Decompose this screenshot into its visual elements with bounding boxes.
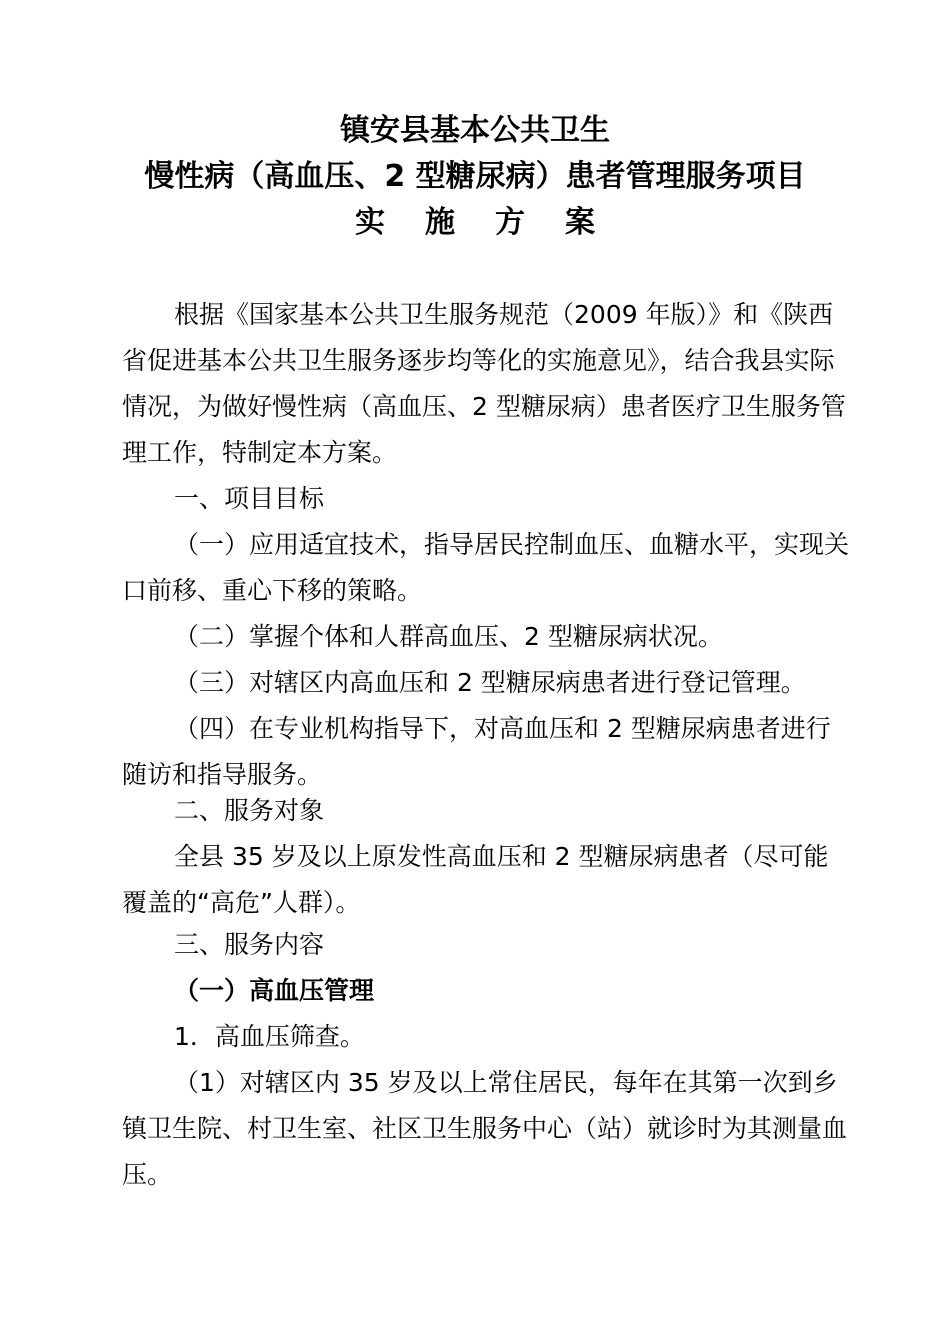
title-line-3: 实施方案	[355, 205, 635, 240]
intro-paragraph: 根据《国家基本公共卫生服务规范（2009 年版）》和《陕西省促进基本公共卫生服务逐步均等化的实施意见》，结合我县实际情况，为做好慢性病（高血压、2 型糖尿病）患者医疗卫生服务管理工作，特制定本方案。	[122, 300, 846, 467]
section-heading-service-content: 三、服务内容	[174, 930, 325, 959]
goal-item-2: （二）掌握个体和人群高血压、2 型糖尿病状况。	[174, 622, 723, 651]
item-hypertension-screening-text: （1）对辖区内 35 岁及以上常住居民，每年在其第一次到乡镇卫生院、村卫生室、社区卫生服务中心（站）就诊时为其测量血压。	[122, 1068, 848, 1189]
section-heading-goals: 一、项目目标	[174, 484, 325, 513]
goal-item-3: （三）对辖区内高血压和 2 型糖尿病患者进行登记管理。	[174, 668, 806, 697]
subheading-hypertension-management: （一）高血压管理	[174, 976, 375, 1005]
section-service-content	[122, 922, 852, 1198]
goal-item-1: （一）应用适宜技术，指导居民控制血压、血糖水平，实现关口前移、重心下移的策略。	[122, 530, 850, 605]
title-line-2: 慢性病（高血压、2 型糖尿病）患者管理服务项目	[144, 159, 806, 194]
section-service-target	[122, 788, 852, 926]
item-hypertension-screening: 1．高血压筛查。	[174, 1022, 365, 1051]
title-line-1: 镇安县基本公共卫生	[340, 113, 610, 148]
intro-paragraph-block	[122, 292, 852, 476]
service-target-text: 全县 35 岁及以上原发性高血压和 2 型糖尿病患者（尽可能覆盖的“高危”人群）。	[122, 842, 829, 917]
section-heading-service-target: 二、服务对象	[174, 796, 325, 825]
goal-item-4: （四）在专业机构指导下，对高血压和 2 型糖尿病患者进行随访和指导服务。	[122, 714, 831, 789]
section-goals	[122, 476, 852, 798]
document-title	[0, 108, 950, 246]
